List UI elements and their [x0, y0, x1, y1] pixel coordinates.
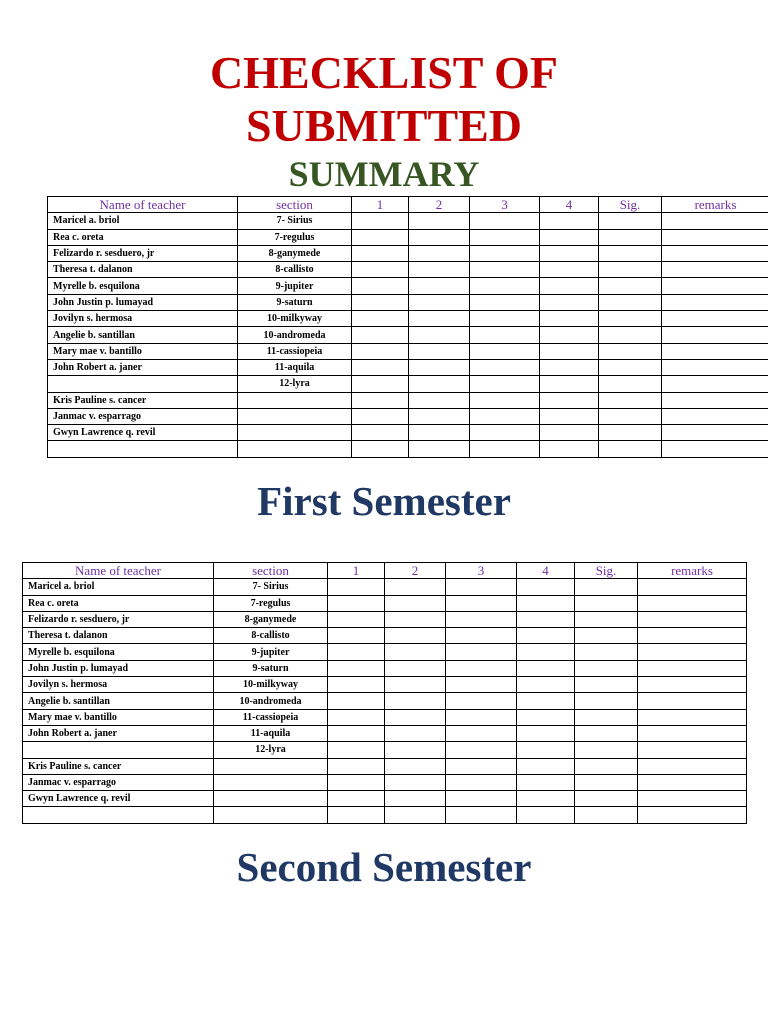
check-cell: [470, 441, 540, 457]
section-cell: 8-ganymede: [214, 611, 328, 627]
check-cell: [409, 327, 470, 343]
check-cell: [446, 628, 517, 644]
section-cell: 10-milkyway: [214, 677, 328, 693]
check-cell: [446, 579, 517, 595]
check-cell: [540, 408, 599, 424]
check-cell: [599, 343, 662, 359]
check-cell: [540, 311, 599, 327]
check-cell: [446, 644, 517, 660]
section-cell: 8-callisto: [238, 262, 352, 278]
second-semester-label: Second Semester: [236, 844, 532, 890]
check-cell: [638, 644, 747, 660]
summary-heading: SUMMARY: [288, 154, 480, 194]
check-cell: [599, 392, 662, 408]
section-cell: 12-lyra: [214, 742, 328, 758]
section-cell: [214, 791, 328, 807]
check-cell: [599, 441, 662, 457]
table-row: [48, 408, 768, 424]
table-row: [23, 644, 747, 660]
check-cell: [328, 644, 385, 660]
check-cell: [638, 628, 747, 644]
check-cell: [409, 262, 470, 278]
check-cell: [385, 725, 446, 741]
check-cell: [662, 262, 768, 278]
teacher-name-cell: Janmac v. esparrago: [23, 774, 214, 790]
table-row: [48, 278, 768, 294]
table-row: [48, 245, 768, 261]
column-header: Name of teacher: [48, 197, 238, 213]
check-cell: [575, 742, 638, 758]
check-cell: [385, 628, 446, 644]
check-cell: [662, 408, 768, 424]
teacher-name-cell: Angelie b. santillan: [48, 327, 238, 343]
check-cell: [446, 709, 517, 725]
check-cell: [446, 791, 517, 807]
check-cell: [328, 742, 385, 758]
table-row: [48, 343, 768, 359]
column-header: remarks: [638, 563, 747, 579]
section-cell: [214, 758, 328, 774]
check-cell: [470, 392, 540, 408]
check-cell: [328, 660, 385, 676]
check-cell: [662, 229, 768, 245]
check-cell: [638, 579, 747, 595]
section-cell: 9-jupiter: [238, 278, 352, 294]
check-cell: [540, 376, 599, 392]
check-cell: [662, 294, 768, 310]
check-cell: [662, 213, 768, 229]
check-cell: [540, 229, 599, 245]
check-cell: [540, 245, 599, 261]
check-cell: [599, 262, 662, 278]
check-cell: [599, 245, 662, 261]
check-cell: [385, 709, 446, 725]
teacher-name-cell: John Justin p. lumayad: [48, 294, 238, 310]
teacher-name-cell: [48, 441, 238, 457]
check-cell: [409, 425, 470, 441]
check-cell: [470, 408, 540, 424]
check-cell: [662, 425, 768, 441]
check-cell: [517, 660, 575, 676]
table-row: [23, 725, 747, 741]
check-cell: [575, 628, 638, 644]
check-cell: [662, 278, 768, 294]
check-cell: [599, 408, 662, 424]
section-cell: [238, 441, 352, 457]
teacher-name-cell: Felizardo r. sesduero, jr: [48, 245, 238, 261]
check-cell: [328, 709, 385, 725]
check-cell: [517, 595, 575, 611]
check-cell: [470, 229, 540, 245]
table-row: [48, 311, 768, 327]
section-cell: [214, 774, 328, 790]
section-cell: 10-andromeda: [214, 693, 328, 709]
check-cell: [599, 213, 662, 229]
check-cell: [638, 709, 747, 725]
check-cell: [540, 278, 599, 294]
check-cell: [470, 262, 540, 278]
check-cell: [575, 725, 638, 741]
check-cell: [385, 579, 446, 595]
column-header: 2: [385, 563, 446, 579]
table-row: [23, 595, 747, 611]
check-cell: [352, 343, 409, 359]
check-cell: [575, 774, 638, 790]
check-cell: [638, 677, 747, 693]
column-header: 1: [352, 197, 409, 213]
check-cell: [517, 791, 575, 807]
section-cell: 9-saturn: [214, 660, 328, 676]
check-cell: [470, 294, 540, 310]
check-cell: [540, 425, 599, 441]
check-cell: [662, 359, 768, 375]
check-cell: [352, 359, 409, 375]
column-header: Sig.: [599, 197, 662, 213]
check-cell: [409, 392, 470, 408]
teacher-name-cell: Kris Pauline s. cancer: [48, 392, 238, 408]
check-cell: [638, 742, 747, 758]
check-cell: [540, 359, 599, 375]
check-cell: [540, 262, 599, 278]
check-cell: [575, 611, 638, 627]
check-cell: [409, 441, 470, 457]
check-cell: [328, 725, 385, 741]
teacher-name-cell: Rea c. oreta: [48, 229, 238, 245]
section-cell: [238, 392, 352, 408]
check-cell: [599, 425, 662, 441]
check-cell: [352, 262, 409, 278]
table-body: [23, 579, 747, 823]
check-cell: [352, 327, 409, 343]
section-cell: [238, 425, 352, 441]
section-cell: 12-lyra: [238, 376, 352, 392]
check-cell: [385, 677, 446, 693]
section-cell: [214, 807, 328, 823]
teacher-name-cell: Rea c. oreta: [23, 595, 214, 611]
check-cell: [409, 408, 470, 424]
teacher-name-cell: Angelie b. santillan: [23, 693, 214, 709]
check-cell: [517, 628, 575, 644]
check-cell: [470, 327, 540, 343]
table-body: [48, 213, 768, 457]
check-cell: [517, 725, 575, 741]
check-cell: [446, 693, 517, 709]
section-cell: 8-callisto: [214, 628, 328, 644]
check-cell: [662, 311, 768, 327]
table-row: [48, 392, 768, 408]
first-semester-label: First Semester: [257, 478, 511, 524]
check-cell: [662, 392, 768, 408]
table-row: [23, 758, 747, 774]
check-cell: [517, 774, 575, 790]
teacher-name-cell: Mary mae v. bantillo: [48, 343, 238, 359]
check-cell: [662, 245, 768, 261]
teacher-name-cell: John Robert a. janer: [23, 725, 214, 741]
teacher-name-cell: [23, 742, 214, 758]
teacher-name-cell: Myrelle b. esquilona: [48, 278, 238, 294]
teacher-name-cell: Gwyn Lawrence q. revil: [48, 425, 238, 441]
section-cell: 10-milkyway: [238, 311, 352, 327]
check-cell: [575, 693, 638, 709]
teacher-name-cell: Gwyn Lawrence q. revil: [23, 791, 214, 807]
check-cell: [575, 758, 638, 774]
teacher-name-cell: Myrelle b. esquilona: [23, 644, 214, 660]
check-cell: [352, 213, 409, 229]
teacher-name-cell: Theresa t. dalanon: [48, 262, 238, 278]
table-row: [23, 807, 747, 823]
check-cell: [446, 758, 517, 774]
check-cell: [575, 709, 638, 725]
section-cell: 11-aquila: [238, 359, 352, 375]
title-line-1: CHECKLIST OF: [209, 47, 559, 98]
check-cell: [638, 693, 747, 709]
table-header-row: [48, 197, 768, 213]
teacher-name-cell: [48, 376, 238, 392]
check-cell: [385, 774, 446, 790]
check-cell: [409, 213, 470, 229]
check-cell: [409, 294, 470, 310]
check-cell: [385, 595, 446, 611]
check-cell: [517, 758, 575, 774]
check-cell: [470, 213, 540, 229]
check-cell: [575, 791, 638, 807]
column-header: Sig.: [575, 563, 638, 579]
check-cell: [352, 376, 409, 392]
table-row: [23, 628, 747, 644]
check-cell: [409, 311, 470, 327]
teacher-name-cell: Theresa t. dalanon: [23, 628, 214, 644]
check-cell: [517, 611, 575, 627]
check-cell: [470, 343, 540, 359]
section-cell: 11-cassiopeia: [238, 343, 352, 359]
table-row: [23, 660, 747, 676]
check-cell: [470, 376, 540, 392]
check-cell: [385, 758, 446, 774]
second-semester-table: [22, 562, 747, 824]
check-cell: [540, 294, 599, 310]
table-row: [48, 213, 768, 229]
teacher-name-cell: [23, 807, 214, 823]
check-cell: [470, 278, 540, 294]
check-cell: [385, 791, 446, 807]
check-cell: [662, 327, 768, 343]
section-cell: 11-aquila: [214, 725, 328, 741]
check-cell: [638, 774, 747, 790]
check-cell: [575, 644, 638, 660]
check-cell: [638, 595, 747, 611]
table-row: [23, 791, 747, 807]
check-cell: [409, 376, 470, 392]
check-cell: [540, 392, 599, 408]
check-cell: [599, 229, 662, 245]
check-cell: [328, 791, 385, 807]
check-cell: [575, 807, 638, 823]
check-cell: [328, 774, 385, 790]
table-row: [48, 425, 768, 441]
teacher-name-cell: John Robert a. janer: [48, 359, 238, 375]
section-cell: 9-saturn: [238, 294, 352, 310]
check-cell: [352, 408, 409, 424]
column-header: 4: [517, 563, 575, 579]
check-cell: [328, 611, 385, 627]
table-row: [23, 774, 747, 790]
section-cell: 9-jupiter: [214, 644, 328, 660]
check-cell: [409, 229, 470, 245]
section-cell: 7-regulus: [238, 229, 352, 245]
table-row: [48, 376, 768, 392]
section-cell: 11-cassiopeia: [214, 709, 328, 725]
check-cell: [470, 245, 540, 261]
check-cell: [352, 425, 409, 441]
check-cell: [328, 807, 385, 823]
check-cell: [385, 807, 446, 823]
section-cell: 7- Sirius: [214, 579, 328, 595]
check-cell: [470, 311, 540, 327]
check-cell: [599, 359, 662, 375]
check-cell: [328, 595, 385, 611]
check-cell: [638, 807, 747, 823]
table-row: [23, 742, 747, 758]
table-row: [48, 441, 768, 457]
check-cell: [328, 693, 385, 709]
column-header: section: [214, 563, 328, 579]
teacher-name-cell: Kris Pauline s. cancer: [23, 758, 214, 774]
check-cell: [517, 579, 575, 595]
check-cell: [540, 213, 599, 229]
check-cell: [638, 660, 747, 676]
check-cell: [446, 611, 517, 627]
table-row: [48, 294, 768, 310]
check-cell: [385, 644, 446, 660]
first-semester-table: [47, 196, 768, 458]
check-cell: [638, 725, 747, 741]
check-cell: [517, 693, 575, 709]
section-cell: 10-andromeda: [238, 327, 352, 343]
check-cell: [352, 294, 409, 310]
check-cell: [599, 278, 662, 294]
check-cell: [517, 644, 575, 660]
check-cell: [409, 343, 470, 359]
check-cell: [409, 278, 470, 294]
check-cell: [352, 392, 409, 408]
check-cell: [446, 725, 517, 741]
check-cell: [446, 774, 517, 790]
check-cell: [352, 245, 409, 261]
check-cell: [470, 359, 540, 375]
check-cell: [599, 376, 662, 392]
check-cell: [540, 343, 599, 359]
table-row: [23, 611, 747, 627]
check-cell: [662, 441, 768, 457]
check-cell: [638, 611, 747, 627]
table-row: [48, 229, 768, 245]
check-cell: [328, 579, 385, 595]
table-row: [23, 709, 747, 725]
check-cell: [352, 311, 409, 327]
check-cell: [385, 693, 446, 709]
check-cell: [517, 709, 575, 725]
teacher-name-cell: John Justin p. lumayad: [23, 660, 214, 676]
table-row: [23, 579, 747, 595]
check-cell: [446, 807, 517, 823]
check-cell: [517, 742, 575, 758]
check-cell: [662, 376, 768, 392]
teacher-name-cell: Felizardo r. sesduero, jr: [23, 611, 214, 627]
teacher-name-cell: Mary mae v. bantillo: [23, 709, 214, 725]
check-cell: [385, 660, 446, 676]
column-header: section: [238, 197, 352, 213]
teacher-name-cell: Janmac v. esparrago: [48, 408, 238, 424]
section-cell: 7-regulus: [214, 595, 328, 611]
check-cell: [575, 595, 638, 611]
check-cell: [638, 791, 747, 807]
check-cell: [575, 579, 638, 595]
check-cell: [575, 677, 638, 693]
section-cell: 8-ganymede: [238, 245, 352, 261]
column-header: 3: [446, 563, 517, 579]
table-row: [23, 677, 747, 693]
table-row: [23, 693, 747, 709]
teacher-name-cell: Jovilyn s. hermosa: [48, 311, 238, 327]
section-cell: [238, 408, 352, 424]
check-cell: [540, 327, 599, 343]
check-cell: [446, 742, 517, 758]
check-cell: [638, 758, 747, 774]
check-cell: [385, 742, 446, 758]
check-cell: [517, 677, 575, 693]
check-cell: [352, 441, 409, 457]
check-cell: [352, 229, 409, 245]
check-cell: [470, 425, 540, 441]
check-cell: [575, 660, 638, 676]
column-header: Name of teacher: [23, 563, 214, 579]
column-header: 4: [540, 197, 599, 213]
check-cell: [446, 660, 517, 676]
check-cell: [328, 677, 385, 693]
check-cell: [446, 595, 517, 611]
check-cell: [385, 611, 446, 627]
column-header: remarks: [662, 197, 768, 213]
check-cell: [409, 245, 470, 261]
check-cell: [328, 628, 385, 644]
check-cell: [599, 294, 662, 310]
teacher-name-cell: Jovilyn s. hermosa: [23, 677, 214, 693]
section-cell: 7- Sirius: [238, 213, 352, 229]
check-cell: [446, 677, 517, 693]
check-cell: [409, 359, 470, 375]
table-row: [48, 262, 768, 278]
table-row: [48, 359, 768, 375]
check-cell: [540, 441, 599, 457]
table-row: [48, 327, 768, 343]
column-header: 1: [328, 563, 385, 579]
teacher-name-cell: Maricel a. briol: [48, 213, 238, 229]
column-header: 3: [470, 197, 540, 213]
check-cell: [328, 758, 385, 774]
check-cell: [352, 278, 409, 294]
title-line-2: SUBMITTED: [245, 100, 523, 151]
teacher-name-cell: Maricel a. briol: [23, 579, 214, 595]
check-cell: [599, 311, 662, 327]
table-header-row: [23, 563, 747, 579]
column-header: 2: [409, 197, 470, 213]
check-cell: [662, 343, 768, 359]
check-cell: [517, 807, 575, 823]
check-cell: [599, 327, 662, 343]
